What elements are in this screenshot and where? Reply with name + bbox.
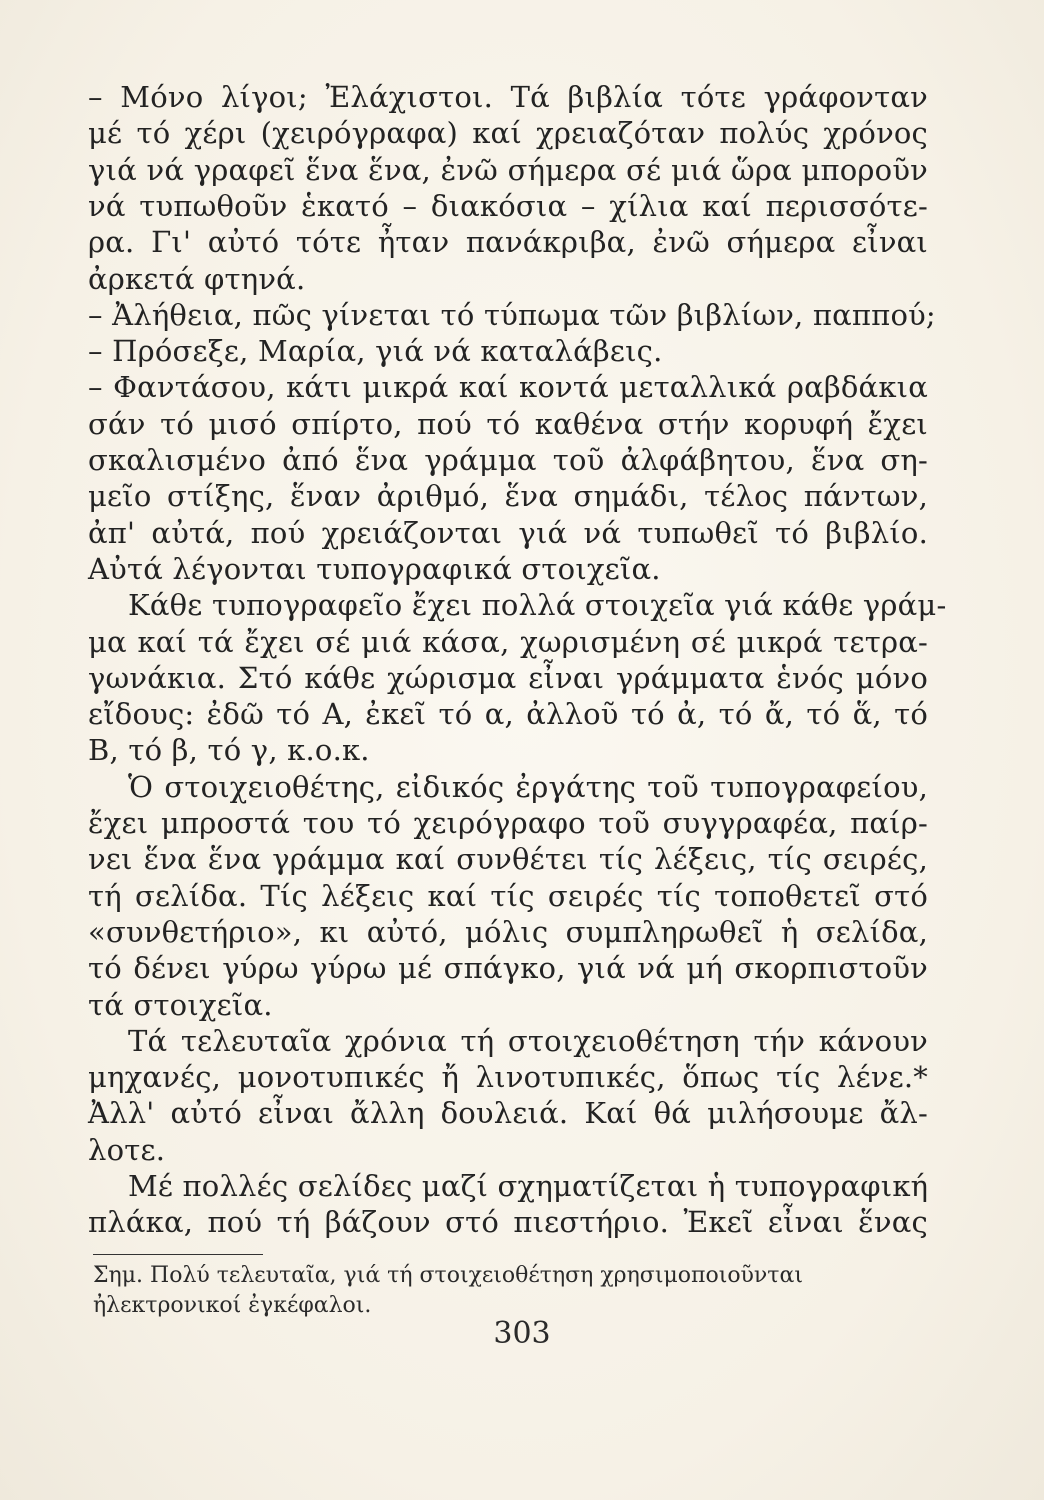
- text-line: λοτε.: [88, 1132, 166, 1167]
- footnote-line: ἠλεκτρονικοί ἐγκέφαλοι.: [93, 1293, 372, 1318]
- text-line: γωνάκια. Στό κάθε χώρισμα εἶναι γράμματα ἑνός μόνο: [88, 660, 928, 695]
- text-line: ἔχει μπροστά του τό χειρόγραφο τοῦ συγγραφέα, παίρ-: [88, 806, 928, 840]
- text-line: νά τυπωθοῦν ἑκατό – διακόσια – χίλια καί περισσότε-: [88, 188, 928, 223]
- text-line: Αὐτά λέγονται τυπογραφικά στοιχεῖα.: [88, 551, 661, 586]
- text-line: τά στοιχεῖα.: [88, 987, 273, 1022]
- text-line: Μέ πολλές σελίδες μαζί σχηματίζεται ἡ τυπογραφική: [128, 1169, 929, 1203]
- text-line: γιά νά γραφεῖ ἕνα ἕνα, ἐνῶ σήμερα σέ μιά ὥρα μποροῦν: [88, 152, 928, 187]
- text-line: τή σελίδα. Τίς λέξεις καί τίς σειρές τίς τοποθετεῖ στό: [88, 878, 928, 913]
- text-line: Ἀλλ' αὐτό εἶναι ἄλλη δουλειά. Καί θά μιλήσουμε ἄλ-: [88, 1096, 928, 1131]
- text-line: – Φαντάσου, κάτι μικρά καί κοντά μεταλλικά ραβδάκια: [88, 370, 928, 405]
- footnote-line: Σημ. Πολύ τελευταῖα, γιά τή στοιχειοθέτηση χρησιμοποιοῦνται: [93, 1263, 803, 1288]
- text-line: τό δένει γύρω γύρω μέ σπάγκο, γιά νά μή σκορπιστοῦν: [88, 951, 928, 986]
- text-line: «συνθετήριο», κι αὐτό, μόλις συμπληρωθεῖ ἡ σελίδα,: [88, 914, 928, 949]
- text-line: Τά τελευταῖα χρόνια τή στοιχειοθέτηση τήν κάνουν: [128, 1023, 928, 1058]
- text-line: Ὁ στοιχειοθέτης, εἰδικός ἐργάτης τοῦ τυπογραφείου,: [128, 769, 928, 804]
- text-line: εἴδους: ἐδῶ τό Α, ἐκεῖ τό α, ἀλλοῦ τό ἀ, τό ἄ, τό ἅ, τό: [88, 697, 928, 732]
- text-line: μεῖο στίξης, ἕναν ἀριθμό, ἕνα σημάδι, τέλος πάντων,: [88, 479, 928, 514]
- text-line: Β, τό β, τό γ, κ.ο.κ.: [88, 733, 370, 768]
- text-line: ἀρκετά φτηνά.: [88, 261, 306, 296]
- text-line: – Ἀλήθεια, πῶς γίνεται τό τύπωμα τῶν βιβλίων, παππού;: [88, 297, 936, 332]
- text-line: ρα. Γι' αὐτό τότε ἦταν πανάκριβα, ἐνῶ σήμερα εἶναι: [88, 225, 928, 260]
- text-line: μηχανές, μονοτυπικές ἤ λινοτυπικές, ὅπως τίς λένε.*: [88, 1060, 928, 1095]
- footnote-divider: [93, 1254, 263, 1255]
- text-line: ἀπ' αὐτά, πού χρειάζονται γιά νά τυπωθεῖ τό βιβλίο.: [88, 515, 928, 550]
- text-line: – Μόνο λίγοι; Ἐλάχιστοι. Τά βιβλία τότε γράφονταν: [88, 80, 928, 114]
- text-line: σκαλισμένο ἀπό ἕνα γράμμα τοῦ ἀλφάβητου, ἕνα ση-: [88, 443, 928, 477]
- text-line: πλάκα, πού τή βάζουν στό πιεστήριο. Ἐκεῖ εἶναι ἕνας: [88, 1205, 928, 1240]
- text-line: νει ἕνα ἕνα γράμμα καί συνθέτει τίς λέξεις, τίς σειρές,: [88, 842, 928, 877]
- page-number: 303: [493, 1316, 551, 1351]
- text-line: Κάθε τυπογραφεῖο ἔχει πολλά στοιχεῖα γιά κάθε γράμ-: [128, 588, 947, 623]
- text-line: σάν τό μισό σπίρτο, πού τό καθένα στήν κορυφή ἔχει: [88, 406, 928, 441]
- text-line: μα καί τά ἔχει σέ μιά κάσα, χωρισμένη σέ μικρά τετρα-: [88, 624, 928, 659]
- text-line: μέ τό χέρι (χειρόγραφα) καί χρειαζόταν πολύς χρόνος: [88, 116, 928, 151]
- text-line: – Πρόσεξε, Μαρία, γιά νά καταλάβεις.: [88, 334, 663, 369]
